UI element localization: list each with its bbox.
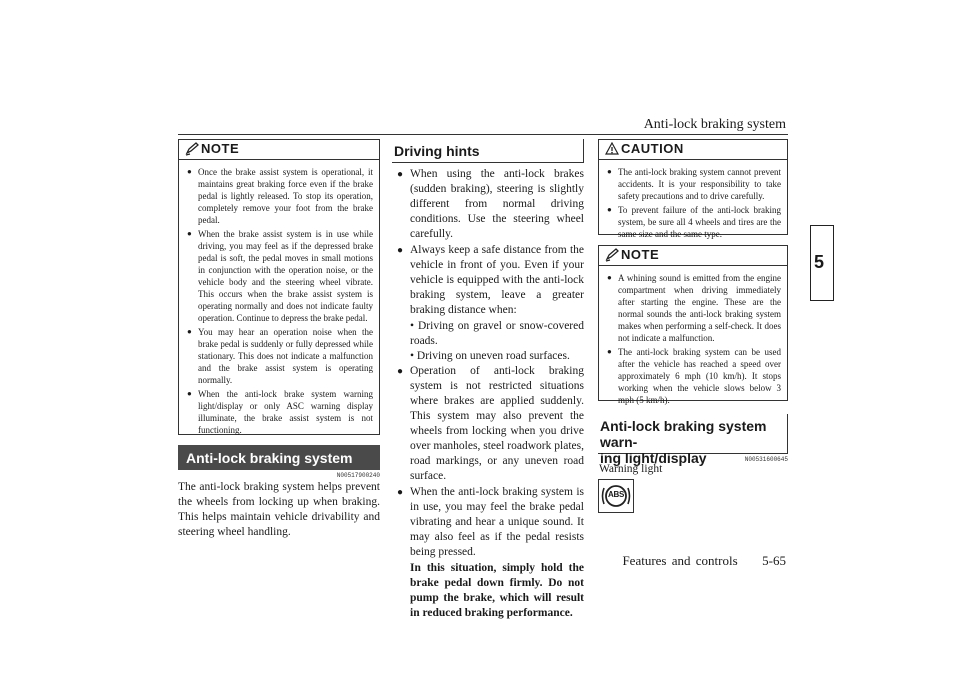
hint-warning-bold: In this situation, simply hold the brake pedal down firmly. Do not pump the brake, which will result in reduced braking performance. (410, 562, 584, 619)
header-rule (178, 134, 788, 135)
hint-subitem: • Driving on gravel or snow-covered roads. (410, 320, 584, 347)
abs-icon-text: ABS (608, 490, 624, 499)
hint-item: ● Always keep a safe distance from the vehicle in front of you. Even if your vehicle is equipped with the anti-lock braking system, leave a greater braking distance when: (397, 243, 584, 318)
note-pencil-icon (605, 248, 619, 267)
hint-item: ● When the anti-lock braking system is in use, you may feel the brake pedal vibrating and hear a unique sound. It may also feel as if the pedal resists being pressed. (397, 485, 584, 560)
caution-box (598, 139, 788, 239)
caution-item: ● To prevent failure of the anti-lock braking system, be sure all 4 wheels and tires are the same size and the same type. (607, 204, 781, 240)
page-footer (622, 553, 786, 569)
note-item: ● Once the brake assist system is operational, it maintains great braking force even if the brake pedal is lightly released. To stop its operation, completely remove your foot from the brake pedal. (187, 166, 373, 226)
caution-item: ● The anti-lock braking system cannot prevent accidents. It is your responsibility to take safety precautions and to drive carefully. (607, 166, 781, 202)
note-item: ● The anti-lock braking system can be used after the vehicle has reached a speed over approximately 6 mph (10 km/h). It stops working when the vehicle slows below 3 mph (5 km/h). (607, 346, 781, 406)
note-box-left (178, 139, 380, 435)
footer-section: Features and controls (622, 553, 738, 568)
note-item: ● A whining sound is emitted from the engine compartment when driving immediately after starting the engine. These are the normal sounds the anti-lock braking system makes when performing a self-check. It does not indicate a malfunction. (607, 272, 781, 344)
warning-title-line1: Anti-lock braking system warn- (600, 418, 767, 450)
note-header (179, 140, 379, 160)
abs-section-code: N00517900240 (336, 472, 380, 479)
warning-section-code: N00531600645 (744, 456, 788, 463)
caution-triangle-icon (605, 142, 619, 160)
footer-page-number: 5-65 (762, 553, 786, 568)
abs-warning-icon (598, 479, 634, 513)
warning-title-line2: ing light/display (600, 450, 707, 466)
chapter-number: 5 (814, 252, 825, 272)
abs-section-body: The anti-lock braking system helps prevent the wheels from locking up when braking. This helps maintain vehicle drivability and steering wheel handling. (178, 481, 380, 538)
note-label: NOTE (621, 247, 660, 262)
note-label: NOTE (201, 141, 240, 156)
caution-header (599, 140, 787, 160)
abs-section-title: Anti-lock braking system (178, 445, 380, 470)
note-header (599, 246, 787, 266)
driving-hints-title: Driving hints (392, 139, 584, 163)
warning-light-label: Warning light (599, 463, 663, 475)
driving-hints-body (397, 167, 584, 621)
note-item: ● When the brake assist system is in use while driving, you may feel as if the depressed brake pedal is soft, the pedal moves in small motions in conjunction with the operation noise, or the vehicle body and the steering wheel vibrate. This occurs when the brake assist system is operating normally and does not indicate faulty operation. Continue to depress the brake pedal. (187, 228, 373, 324)
note-box-right (598, 245, 788, 405)
hint-item: ● Operation of anti-lock braking system is not restricted situations where brakes are applied suddenly. This system may also prevent the wheels from locking when you drive over manholes, steel roadwork plates, road markings, or any uneven road surface. (397, 364, 584, 484)
note-item: ● You may hear an operation noise when the brake pedal is suddenly or fully depressed while stationary. This does not indicate a malfunction and the brake assist system is operating normally. (187, 326, 373, 386)
note-item: ● When the anti-lock brake system warning light/display or only ASC warning display illuminate, the brake assist system is not functioning. (187, 388, 373, 436)
hint-subitem: • Driving on uneven road surfaces. (410, 350, 570, 362)
note-pencil-icon (185, 142, 199, 161)
caution-label: CAUTION (621, 141, 684, 156)
page-header-title: Anti-lock braking system (643, 117, 786, 132)
hint-item: ● When using the anti-lock brakes (sudden braking), steering is slightly different from normal driving conditions. Use the steering wheel carefully. (397, 167, 584, 242)
chapter-tab (810, 225, 834, 301)
